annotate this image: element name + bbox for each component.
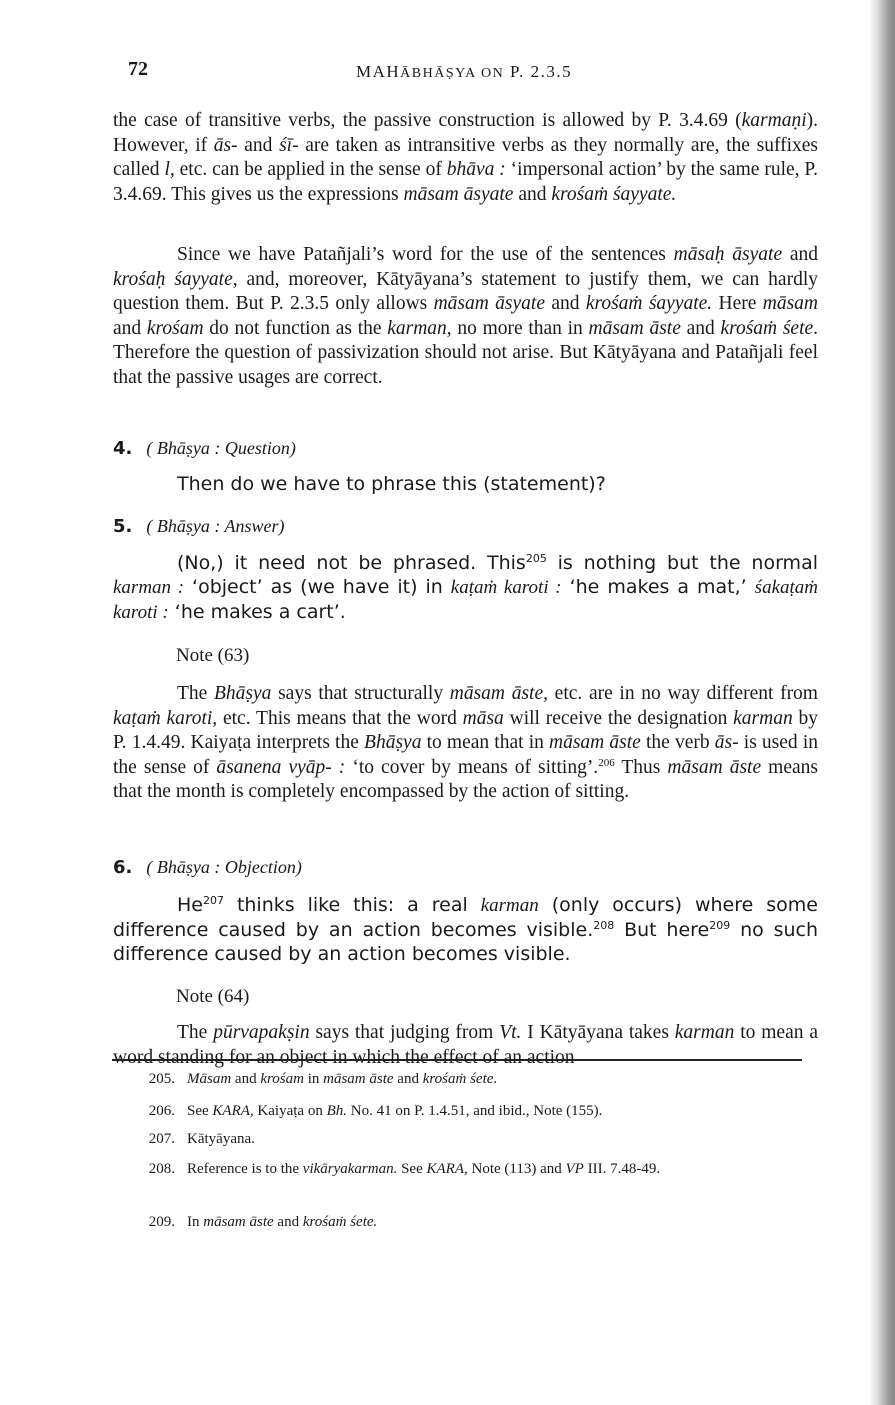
text: thinks like this: a real bbox=[223, 894, 481, 916]
text: ‘to cover by means of sitting’. bbox=[345, 756, 599, 778]
section-label: Bhāṣya : Question bbox=[156, 438, 290, 458]
running-head-prefix: MAH bbox=[356, 62, 401, 81]
text: (No,) it need not be phrased. This bbox=[177, 552, 526, 574]
running-head bbox=[356, 62, 572, 82]
footnote-ref: 208 bbox=[593, 919, 615, 932]
page-edge-shadow bbox=[869, 0, 895, 1405]
text: , etc. can be applied in the sense of bbox=[169, 159, 447, 180]
term: māsam bbox=[762, 293, 819, 314]
section-heading-4 bbox=[113, 438, 296, 459]
text: III. 7.48-49. bbox=[583, 1161, 661, 1177]
text: ) bbox=[295, 857, 302, 877]
footnote-206 bbox=[113, 1101, 813, 1122]
text: In bbox=[187, 1214, 204, 1230]
note-64-text bbox=[113, 1021, 818, 1070]
term: ās- bbox=[714, 732, 739, 753]
text: But here bbox=[614, 919, 710, 941]
text: and bbox=[231, 1071, 261, 1087]
footnote-number: 205. bbox=[148, 1071, 175, 1087]
text: (only occurs) where some difference caused by an action becomes visible. bbox=[113, 894, 818, 941]
term: āsanena vyāp- : bbox=[216, 756, 346, 778]
term: KARA, bbox=[212, 1103, 254, 1119]
text: and bbox=[782, 244, 819, 265]
term: śī- bbox=[279, 134, 299, 156]
term: māsaḥ āsyate bbox=[673, 244, 783, 265]
section-number: 6. bbox=[113, 857, 133, 878]
footnote-number: 207. bbox=[148, 1131, 175, 1147]
term: l bbox=[164, 159, 170, 180]
section-number: 5. bbox=[113, 516, 133, 537]
footnote-207 bbox=[113, 1129, 813, 1150]
term: māsam āste bbox=[588, 317, 681, 339]
term: Bh. bbox=[326, 1103, 347, 1119]
footnote-ref: 207 bbox=[202, 894, 224, 907]
note-64-label: Note (64) bbox=[176, 986, 250, 1007]
term: māsam āsyate bbox=[433, 293, 545, 314]
text: means that the month is completely encompassed by the action of sitting. bbox=[113, 756, 818, 802]
term: VP bbox=[565, 1161, 584, 1177]
text: Since we have Patañjali’s word for the use of the sentences bbox=[177, 244, 674, 265]
text: ( bbox=[146, 857, 157, 877]
text: etc. are in no way different from bbox=[547, 683, 818, 704]
term: māsam āste bbox=[323, 1071, 394, 1087]
footnote-number: 209. bbox=[148, 1214, 175, 1230]
text: Note (113) and bbox=[467, 1161, 566, 1177]
footnote-205 bbox=[113, 1069, 813, 1090]
page-number: 72 bbox=[128, 58, 148, 80]
term: māsam āste, bbox=[449, 683, 548, 704]
section-heading-5 bbox=[113, 516, 285, 537]
term: māsa bbox=[462, 707, 504, 729]
text: and bbox=[680, 317, 721, 339]
term: vikāryakarman. bbox=[302, 1161, 398, 1177]
term: karman bbox=[480, 895, 539, 916]
text: says that structurally bbox=[271, 683, 450, 704]
text: ( bbox=[146, 438, 157, 458]
text: Kaiyaṭa on bbox=[253, 1103, 327, 1119]
note-63-text bbox=[113, 682, 818, 805]
term: karmaṇi bbox=[741, 110, 807, 131]
text: The bbox=[177, 1022, 214, 1043]
footnote-ref: 206 bbox=[598, 756, 615, 769]
text: . Therefore the question of passivization should not arise. But Kātyāyana and Patañjali feel that the passive usages are correct. bbox=[113, 317, 819, 388]
term: KARA, bbox=[426, 1161, 468, 1177]
term: Bhāṣya bbox=[364, 732, 422, 753]
section-heading-6 bbox=[113, 857, 302, 878]
text: is used in the sense of bbox=[113, 732, 818, 778]
term: krośam bbox=[260, 1071, 304, 1087]
text: to mean that in bbox=[421, 732, 550, 753]
bhasya-answer-text bbox=[113, 551, 818, 625]
text: will receive the designation bbox=[503, 707, 734, 729]
text: He bbox=[177, 894, 203, 916]
text: the verb bbox=[640, 732, 715, 753]
term: krośaṁ śete. bbox=[302, 1214, 378, 1230]
paragraph-patanjali bbox=[113, 243, 818, 390]
term: karman : bbox=[113, 577, 185, 598]
text: and bbox=[393, 1071, 423, 1087]
footnote-ref: 205 bbox=[525, 552, 547, 565]
text: and bbox=[237, 134, 280, 156]
bhasya-objection-text bbox=[113, 893, 818, 966]
text: to mean a word standing for an object in which the effect of an action bbox=[113, 1022, 818, 1068]
term: krośam bbox=[146, 317, 204, 339]
footnote-209 bbox=[113, 1212, 813, 1233]
term: māsam āsyate bbox=[403, 183, 514, 205]
section-number: 4. bbox=[113, 438, 133, 459]
text: and bbox=[273, 1214, 303, 1230]
text: no such difference caused by an action becomes visible. bbox=[113, 919, 819, 965]
text: are taken as intransitive verbs as they normally are, the suffixes called bbox=[113, 134, 818, 180]
term: māsam āste bbox=[203, 1214, 274, 1230]
text: ‘impersonal action’ by the same rule, P. 3.4.69. This gives us the expressions bbox=[113, 159, 818, 205]
text: See bbox=[187, 1103, 213, 1119]
text: ‘object’ as (we have it) in bbox=[184, 576, 451, 598]
term: ās- bbox=[213, 134, 238, 156]
term: Bhāṣya bbox=[214, 683, 272, 704]
text: by P. 1.4.49. Kaiyaṭa interprets the bbox=[113, 707, 819, 753]
term: bhāva : bbox=[446, 159, 506, 180]
term: Māsam bbox=[187, 1071, 232, 1087]
term: krośaṁ śayyate. bbox=[551, 183, 677, 205]
paragraph-continuation bbox=[113, 109, 818, 207]
text: and bbox=[544, 293, 586, 314]
term: krośaṁ śayyate. bbox=[585, 293, 713, 314]
text: Reference is to the bbox=[187, 1161, 303, 1177]
term: Vt. bbox=[499, 1022, 522, 1043]
footnote-number: 206. bbox=[148, 1103, 175, 1119]
text: ‘he makes a mat,’ bbox=[561, 576, 755, 598]
text: and, moreover, Kātyāyana’s statement to justify them, we can hardly question them. But P. 2.3.5 only allows bbox=[113, 268, 818, 314]
text: ). However, if bbox=[113, 110, 818, 156]
footnote-208 bbox=[113, 1159, 813, 1180]
term: krośaḥ śayyate, bbox=[113, 268, 238, 290]
text: No. 41 on P. 1.4.51, and ibid., Note (155). bbox=[346, 1103, 603, 1119]
term: māsam āste bbox=[549, 732, 641, 753]
text: the case of transitive verbs, the passive construction is allowed by P. 3.4.69 ( bbox=[113, 110, 742, 131]
note-63-label: Note (63) bbox=[176, 645, 250, 666]
footnote-rule bbox=[112, 1059, 802, 1061]
text: do not function as the bbox=[203, 317, 388, 339]
text: Thus bbox=[614, 756, 668, 778]
term: krośaṁ śete bbox=[720, 317, 814, 339]
text: The bbox=[177, 683, 214, 704]
running-head-ref: P. 2.3.5 bbox=[510, 62, 573, 81]
term: karman bbox=[674, 1022, 735, 1043]
bhasya-question-text: Then do we have to phrase this (statement)? bbox=[177, 473, 606, 495]
term: karman, bbox=[387, 317, 452, 339]
text: and bbox=[113, 317, 147, 339]
term: śakaṭaṁ karoti : bbox=[113, 577, 818, 623]
term: kaṭaṁ karoti, bbox=[113, 707, 218, 729]
text: I Kātyāyana takes bbox=[521, 1022, 675, 1043]
text: etc. This means that the word bbox=[217, 707, 463, 729]
running-head-rest: ĀBHĀṢYA ON bbox=[400, 66, 505, 81]
text: and bbox=[513, 183, 552, 205]
term: māsam āste bbox=[667, 756, 762, 778]
text: ‘he makes a cart’. bbox=[168, 601, 346, 623]
term: kaṭaṁ karoti : bbox=[450, 577, 562, 598]
text: Kātyāyana. bbox=[187, 1131, 255, 1147]
footnote-ref: 209 bbox=[709, 919, 731, 932]
text: in bbox=[303, 1071, 324, 1087]
text: no more than in bbox=[451, 317, 589, 339]
text: is nothing but the normal bbox=[546, 552, 818, 574]
text: See bbox=[397, 1161, 427, 1177]
text: . bbox=[493, 1071, 498, 1087]
footnote-number: 208. bbox=[148, 1161, 175, 1177]
section-label: Bhāṣya : Answer bbox=[156, 516, 279, 536]
text: ( bbox=[146, 516, 157, 536]
text: says that judging from bbox=[309, 1022, 500, 1043]
section-label: Bhāṣya : Objection bbox=[156, 857, 296, 877]
text: ) bbox=[289, 438, 296, 458]
term: krośaṁ śete bbox=[422, 1071, 494, 1087]
term: karman bbox=[733, 707, 793, 729]
text: Here bbox=[712, 293, 763, 314]
text: ) bbox=[278, 516, 285, 536]
term: pūrvapakṣin bbox=[213, 1022, 310, 1043]
